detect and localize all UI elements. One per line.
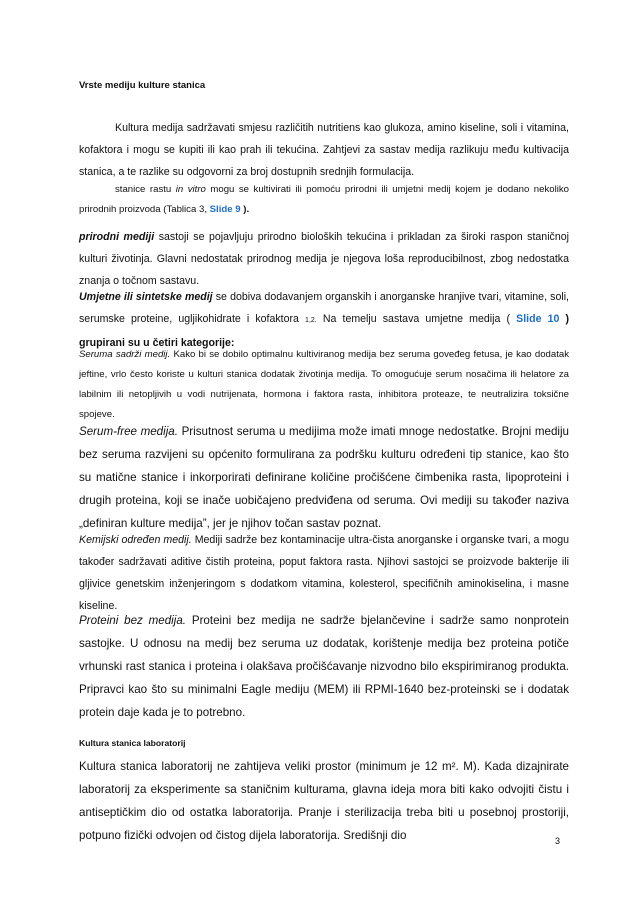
text-segment: Proteini bez medija ne sadrže bjelančevine i sadrže samo nonprotein sastojke. U odnosu na medij bez seruma uz dodatak, korištenje medija bez proteina potiče vrhunski rast stanica i proteina i olakšava pročišćavanje nizvodno bilo ekspirimiranog produkta. Pripravci kao što su minimalni Eagle mediju (MEM) ili RPMI-1640 bez-proteinski se i dodatak protein daje kada je to potrebno. <box>79 614 569 719</box>
text-segment: sastoji se pojavljuju prirodno bioloških tekućina i prikladan za široki raspon staničnoj kulturi životinja. Glavni nedostatak prirodnog medija je njegova loša reproducibilnost, zbog nedostatka znanja o točnom sastavu. <box>79 231 569 287</box>
slide-10-link[interactable]: Slide 10 <box>516 313 560 325</box>
paragraph-intro: Kultura medija sadržavati smjesu različitih nutritiens kao glukoza, amino kiseline, soli i vitamina, kofaktora i mogu se kupiti ili kao prah ili tekućina. Zahtjevi za sastav medija razlikuju među kultivacija stanica, a te razlike su odgovorni za broj dostupnih srednjih formulacija. <box>79 122 569 178</box>
section-heading-lab: Kultura stanica laboratorij <box>79 738 186 748</box>
paragraph-protein-free <box>79 609 569 724</box>
text-segment: se dobiva dodavanjem organskih i anorganske hranjive tvari, vitamine, soli, serumske proteine, ugljikohidrate i kofaktora <box>79 291 569 325</box>
serum-free-term: Serum-free medija. <box>79 425 178 438</box>
paragraph-in-vitro <box>79 180 569 220</box>
text-segment: Prisutnost seruma u medijima može imati mnoge nedostatke. Brojni mediju bez seruma razvijeni su općenito formulirana za podršku kulturu određeni tip stanice, kao što su matične stanice i inkorporirati definirane količine pročišćene čimbenika rasta, lipoproteini i drugih proteina, koji se inače uobičajeno predviđena od seruma. Ovi mediji su također naziva „definiran kulture medija”, jer je njihov točan sastav poznat. <box>79 425 569 530</box>
in-vitro-term: in vitro <box>175 184 206 195</box>
text-segment: mogu se kultivirati ili pomoću prirodni ili umjetni medij kojem je dodano nekoliko prirodnih proizvoda (Tablica 3, <box>79 184 569 215</box>
serum-media-term: Seruma sadrži medij. <box>79 349 171 360</box>
paragraph-serum-free <box>79 420 569 535</box>
chemically-defined-term: Kemijski određen medij. <box>79 534 192 546</box>
paragraph-chemically-defined <box>79 529 569 617</box>
paragraph-serum-media <box>79 345 569 425</box>
reference-marker: 1,2. <box>305 317 317 324</box>
text-segment: Mediji sadrže bez kontaminacije ultra-čista anorganske i organske tvari, a mogu također sadržavati aditive čistih proteina, poput faktora rasta. Njihovi sastojci se proizvode bakterije ili gljivice genetskim inženjeringom s dodatkom vitamina, kolesterol, specifičnih aminokiselina, i masne kiseline. <box>79 534 569 612</box>
paragraph-natural-media <box>79 226 569 292</box>
paragraph-lab: Kultura stanica laboratorij ne zahtijeva veliki prostor (minimum je 12 m². M). Kada dizajnirate laboratorij za eksperimente sa staničnim kulturama, glavna ideja mora biti kako odvojiti čistu i antiseptičkim dio od ostatka laboratorija. Pranje i sterilizacija treba biti u posebnoj prostoriji, potpuno fizički odvojen od čistog dijela laboratorija. Središnji dio <box>79 760 569 842</box>
protein-free-term: Proteini bez medija. <box>79 614 187 627</box>
slide-9-link[interactable]: Slide 9 <box>209 204 241 215</box>
page-number: 3 <box>554 836 560 846</box>
text-segment: ) grupirani su u četiri kategorije: <box>79 313 569 349</box>
text-segment: Na temelju sastava umjetne medija ( <box>316 313 517 325</box>
text-segment: stanice rastu <box>115 184 176 195</box>
text-segment: Kako bi se dobilo optimalnu kultiviranog medija bez seruma govеđeg fetusa, je kao dodatak jeftine, vrlo često koriste u kulturi stanica dodatak životinja medija. To omogućuje serum nosačima ili helatore za labilnim ili netopljivih u vodi nutrijenata, hormona i faktora rasta, inhibitora proteaze, te neutralizira toksične spojeve. <box>79 349 569 420</box>
text-segment: ). <box>240 204 250 215</box>
artificial-media-term: Umjetne ili sintetske medij <box>79 291 213 303</box>
section-heading-media-types: Vrste mediju kulture stanica <box>79 80 206 91</box>
natural-media-term: prirodni mediji <box>79 231 155 243</box>
paragraph-artificial-media <box>79 286 569 354</box>
